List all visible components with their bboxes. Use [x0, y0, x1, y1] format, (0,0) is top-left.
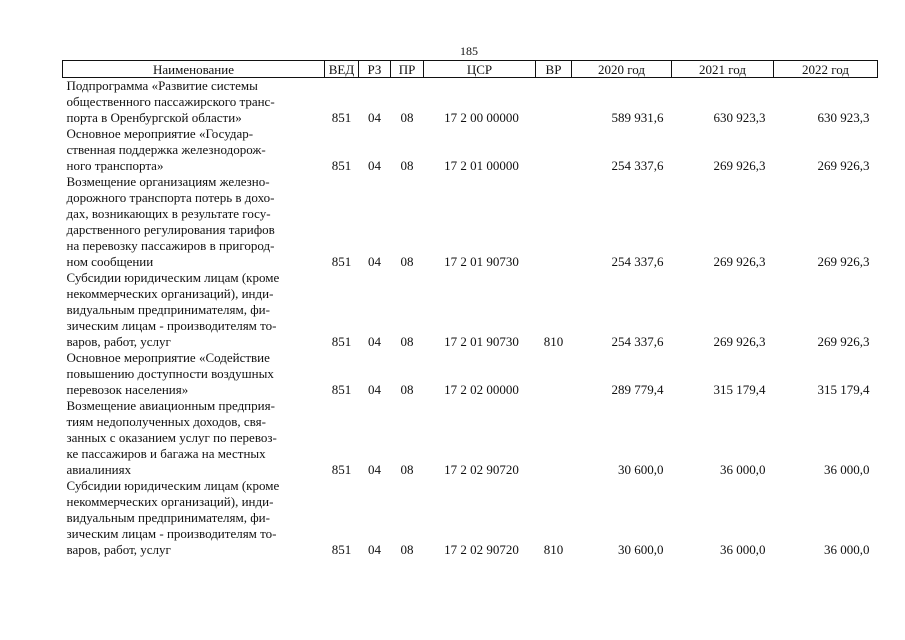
row-pr: 08: [400, 158, 414, 173]
row-rz: 04: [368, 110, 381, 125]
row-ved: 851: [331, 110, 352, 125]
row-rz: 04: [368, 462, 381, 477]
row-name-line: общественного пассажирского транс-: [66, 94, 275, 109]
row-name-line: ственная поддержка железнодорож-: [66, 142, 266, 157]
row-name-line: занных с оказанием услуг по перевоз-: [66, 430, 277, 445]
row-name-line: видуальным предпринимателям, фи-: [66, 302, 270, 317]
row-csr: 17 2 01 90730: [444, 254, 519, 269]
row-value-2022: 269 926,3: [817, 254, 870, 269]
row-csr: 17 2 02 90720: [444, 462, 519, 477]
row-csr: 17 2 01 90730: [444, 334, 519, 349]
row-rz: 04: [368, 158, 381, 173]
header-2022: 2022 год: [774, 61, 878, 78]
row-name-line: ного транспорта»: [66, 158, 164, 173]
row-name-line: зическим лицам - производителям то-: [66, 526, 277, 541]
row-name-line: ке пассажиров и багажа на местных: [66, 446, 266, 461]
row-value-2020: 254 337,6: [611, 334, 664, 349]
row-name-line: на перевозку пассажиров в пригород-: [66, 238, 275, 253]
row-ved: 851: [331, 334, 352, 349]
row-name-line: авиалиниях: [66, 462, 132, 477]
row-pr: 08: [400, 334, 414, 349]
row-name-cell: [63, 270, 325, 350]
row-name-line: видуальным предпринимателям, фи-: [66, 510, 270, 525]
row-vr: [536, 174, 572, 270]
header-row: [63, 61, 878, 78]
row-value-2020: 30 600,0: [618, 462, 664, 477]
header-name: Наименование: [63, 61, 325, 78]
row-name-cell: [63, 398, 325, 478]
row-ved: 851: [331, 462, 352, 477]
header-csr: ЦСР: [424, 61, 536, 78]
row-rz: 04: [368, 382, 381, 397]
page-number: 185: [460, 44, 478, 58]
table-row: [63, 126, 878, 174]
table-row: [63, 398, 878, 478]
row-ved: 851: [331, 254, 352, 269]
table-row: [63, 350, 878, 398]
row-ved: 851: [331, 382, 352, 397]
row-name-line: Возмещение организациям железно-: [66, 174, 270, 189]
row-name-cell: [63, 78, 325, 127]
table-row: [63, 478, 878, 558]
row-value-2021: 269 926,3: [713, 254, 766, 269]
header-rz: РЗ: [359, 61, 391, 78]
row-vr: [536, 350, 572, 398]
table-header: [63, 61, 878, 78]
row-value-2021: 315 179,4: [713, 382, 766, 397]
header-pr: ПР: [391, 61, 424, 78]
row-value-2020: 254 337,6: [611, 254, 664, 269]
row-value-2021: 269 926,3: [713, 158, 766, 173]
row-name-line: Основное мероприятие «Государ-: [66, 126, 254, 141]
row-name-line: повышению доступности воздушных: [66, 366, 274, 381]
row-name-line: тиям недополученных доходов, свя-: [66, 414, 266, 429]
row-csr: 17 2 02 00000: [444, 382, 519, 397]
row-value-2020: 589 931,6: [611, 110, 664, 125]
row-value-2020: 289 779,4: [611, 382, 664, 397]
row-name-line: Основное мероприятие «Содействие: [66, 350, 270, 365]
row-name-cell: [63, 478, 325, 558]
row-name-line: дорожного транспорта потерь в дохо-: [66, 190, 275, 205]
row-value-2021: 630 923,3: [713, 110, 766, 125]
row-value-2020: 30 600,0: [618, 542, 664, 557]
row-name-line: Субсидии юридическим лицам (кроме: [66, 478, 280, 493]
row-vr: [536, 398, 572, 478]
table-body: [63, 78, 878, 559]
header-ved: ВЕД: [325, 61, 359, 78]
row-value-2021: 36 000,0: [720, 462, 766, 477]
table-row: [63, 270, 878, 350]
row-rz: 04: [368, 542, 381, 557]
row-value-2022: 269 926,3: [817, 158, 870, 173]
row-name-line: дах, возникающих в результате госу-: [66, 206, 271, 221]
header-2020: 2020 год: [572, 61, 672, 78]
row-name-line: варов, работ, услуг: [66, 542, 171, 557]
row-value-2022: 36 000,0: [824, 542, 870, 557]
row-name-line: Субсидии юридическим лицам (кроме: [66, 270, 280, 285]
row-name-line: порта в Оренбургской области»: [66, 110, 242, 125]
row-vr: 810: [543, 542, 564, 557]
row-pr: 08: [400, 542, 414, 557]
row-name-line: зическим лицам - производителям то-: [66, 318, 277, 333]
row-name-line: Возмещение авиационным предприя-: [66, 398, 275, 413]
row-name-line: ном сообщении: [66, 254, 154, 269]
row-rz: 04: [368, 254, 381, 269]
table-row: [63, 78, 878, 127]
row-value-2022: 315 179,4: [817, 382, 870, 397]
row-name-line: Подпрограмма «Развитие системы: [66, 78, 258, 93]
row-ved: 851: [331, 158, 352, 173]
row-name-cell: [63, 174, 325, 270]
row-value-2021: 36 000,0: [720, 542, 766, 557]
row-pr: 08: [400, 254, 414, 269]
row-name-line: некоммерческих организаций), инди-: [66, 494, 274, 509]
row-csr: 17 2 00 00000: [444, 110, 519, 125]
row-vr: 810: [543, 334, 564, 349]
row-rz: 04: [368, 334, 381, 349]
row-name-line: варов, работ, услуг: [66, 334, 171, 349]
header-2021: 2021 год: [672, 61, 774, 78]
row-name-line: некоммерческих организаций), инди-: [66, 286, 274, 301]
row-pr: 08: [400, 110, 414, 125]
row-csr: 17 2 02 90720: [444, 542, 519, 557]
header-vr: ВР: [536, 61, 572, 78]
row-value-2022: 36 000,0: [824, 462, 870, 477]
row-vr: [536, 78, 572, 127]
row-pr: 08: [400, 462, 414, 477]
row-pr: 08: [400, 382, 414, 397]
budget-table: [62, 60, 878, 558]
row-vr: [536, 126, 572, 174]
row-csr: 17 2 01 00000: [444, 158, 519, 173]
row-name-cell: [63, 126, 325, 174]
row-value-2020: 254 337,6: [611, 158, 664, 173]
table-row: [63, 174, 878, 270]
row-value-2021: 269 926,3: [713, 334, 766, 349]
row-ved: 851: [331, 542, 352, 557]
row-name-cell: [63, 350, 325, 398]
row-name-line: перевозок населения»: [66, 382, 189, 397]
row-value-2022: 269 926,3: [817, 334, 870, 349]
row-value-2022: 630 923,3: [817, 110, 870, 125]
row-name-line: дарственного регулирования тарифов: [66, 222, 275, 237]
